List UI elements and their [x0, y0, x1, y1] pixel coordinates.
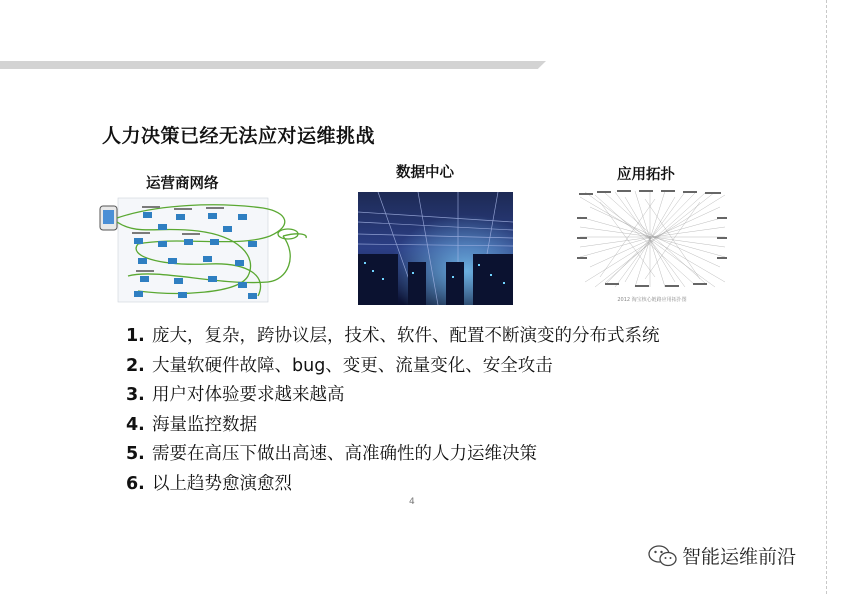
caption-datacenter: 数据中心	[396, 165, 454, 181]
carrier-network-diagram	[98, 196, 310, 306]
list-item: 2. 大量软硬件故障、bug、变更、流量变化、安全攻击	[126, 355, 553, 376]
datacenter-photo	[358, 192, 513, 305]
list-item: 3. 用户对体验要求越来越高	[126, 385, 345, 405]
page-edge	[826, 0, 828, 594]
page-number: 4	[409, 497, 415, 507]
phone-icon	[100, 206, 117, 230]
watermark	[648, 542, 796, 569]
header-band	[0, 61, 546, 69]
caption-carrier-network: 运营商网络	[146, 176, 219, 192]
list-item: 4. 海量监控数据	[126, 414, 257, 435]
challenge-list	[126, 322, 660, 499]
topology-inner-caption: 2012 淘宝核心链路应用拓扑图	[617, 297, 687, 303]
wechat-icon	[648, 544, 678, 568]
watermark-text: 智能运维前沿	[682, 546, 797, 568]
list-item: 1. 庞大，复杂，跨协议层，技术、软件、配置不断演变的分布式系统	[126, 326, 660, 346]
caption-app-topology: 应用拓扑	[617, 167, 675, 183]
app-topology-graph	[575, 187, 730, 307]
slide-title: 人力决策已经无法应对运维挑战	[102, 125, 376, 147]
list-item: 5. 需要在高压下做出高速、高准确性的人力运维决策	[126, 444, 537, 464]
list-item: 6. 以上趋势愈演愈烈	[126, 473, 292, 494]
